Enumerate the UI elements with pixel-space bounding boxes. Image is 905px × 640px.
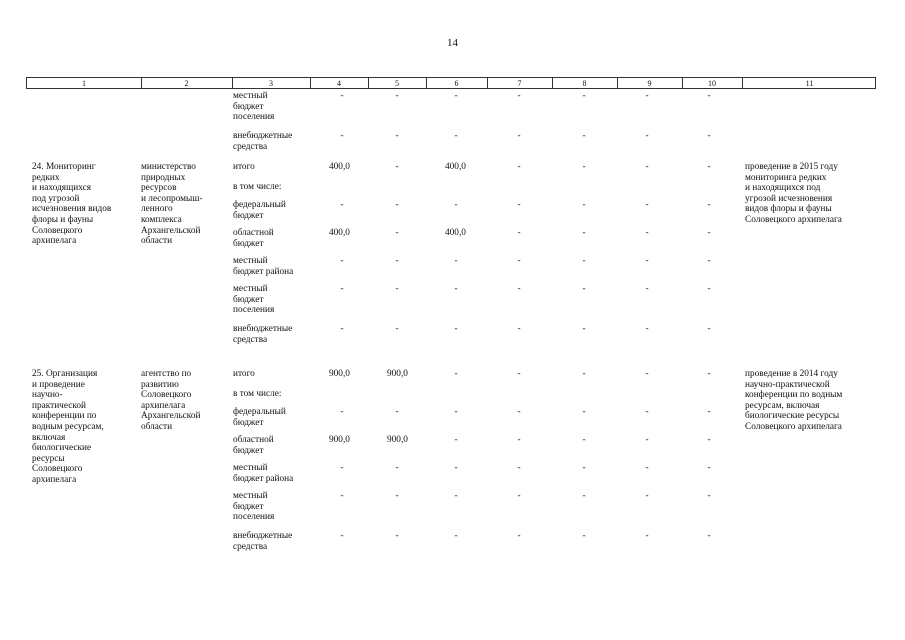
column-header: 1 — [82, 79, 86, 88]
expected-result: видов флоры и фауны — [745, 204, 832, 215]
expected-result: конференции по водным — [745, 390, 843, 401]
measure-name: водным ресурсам, — [32, 422, 104, 432]
dash-value: - — [707, 324, 711, 334]
expected-result: ресурсам, включая — [745, 400, 820, 411]
dash-value: - — [707, 369, 711, 379]
executor-name: архипелага — [141, 400, 186, 411]
dash-value: - — [395, 531, 399, 541]
dash-value: - — [454, 284, 458, 294]
measure-name: Соловецкого — [32, 225, 83, 236]
dash-value: - — [707, 435, 711, 445]
dash-value: - — [454, 369, 458, 379]
dash-value: - — [340, 131, 344, 141]
measure-name: исчезновения видов — [32, 204, 112, 215]
dash-value: - — [517, 162, 521, 172]
measure-name: биологические — [32, 443, 92, 454]
dash-value: - — [645, 228, 649, 238]
funding-source-label: внебюджетные — [233, 324, 293, 334]
measure-name: научно- — [32, 390, 63, 401]
executor-name: природных — [141, 172, 186, 183]
dash-value: - — [395, 407, 399, 417]
dash-value: - — [517, 463, 521, 473]
measure-name: практической — [32, 400, 87, 411]
dash-value: - — [645, 162, 649, 172]
dash-value: - — [517, 531, 521, 541]
column-header: 7 — [517, 79, 522, 88]
dash-value: - — [707, 200, 711, 210]
dash-value: - — [517, 407, 521, 417]
dash-value: - — [517, 284, 521, 294]
funding-source-label: поселения — [233, 305, 275, 316]
dash-value: - — [340, 91, 344, 101]
expected-result: проведение в 2014 году — [745, 369, 838, 379]
executor-name: Соловецкого — [141, 390, 192, 401]
dash-value: - — [340, 407, 344, 417]
dash-value: - — [454, 131, 458, 141]
dash-value: - — [454, 407, 458, 417]
funding-source-label: областной — [233, 435, 274, 445]
measure-name: архипелага — [32, 236, 77, 247]
funding-source-label: местный — [233, 463, 268, 473]
funding-source-label: поселения — [233, 112, 275, 123]
measure-name: флоры и фауны — [32, 215, 94, 225]
dash-value: - — [395, 284, 399, 294]
funding-source-label: итого — [233, 369, 255, 379]
dash-value: - — [454, 200, 458, 210]
funding-source-label: местный — [233, 91, 268, 101]
dash-value: - — [340, 324, 344, 334]
measure-name: Соловецкого — [32, 464, 83, 475]
dash-value: - — [645, 369, 649, 379]
dash-value: - — [582, 200, 586, 210]
expected-result: и находящихся под — [745, 183, 821, 194]
funding-source-label: средства — [233, 541, 268, 552]
expected-result: научно-практической — [745, 379, 830, 390]
dash-value: - — [645, 435, 649, 445]
dash-value: - — [454, 91, 458, 101]
dash-value: - — [707, 284, 711, 294]
amount-value: 400,0 — [329, 228, 350, 238]
dash-value: - — [395, 162, 399, 172]
funding-source-label: местный — [233, 256, 268, 266]
amount-value: 900,0 — [329, 435, 350, 445]
expected-result: мониторинга редких — [745, 172, 827, 183]
dash-value: - — [707, 407, 711, 417]
measure-name: конференции по — [32, 411, 97, 422]
expected-result: биологические ресурсы — [745, 411, 840, 422]
funding-source-label: в том числе: — [233, 182, 282, 192]
dash-value: - — [454, 324, 458, 334]
measure-name: включая — [32, 432, 66, 443]
funding-source-label: бюджет района — [233, 473, 294, 484]
column-header: 10 — [708, 79, 716, 88]
dash-value: - — [645, 463, 649, 473]
funding-source-label: средства — [233, 334, 268, 345]
funding-source-label: бюджет — [233, 501, 264, 512]
funding-source-label: бюджет — [233, 417, 264, 428]
funding-source-label: федеральный — [233, 407, 286, 417]
funding-source-label: бюджет — [233, 294, 264, 305]
dash-value: - — [707, 531, 711, 541]
dash-value: - — [340, 491, 344, 501]
dash-value: - — [582, 435, 586, 445]
funding-source-label: бюджет района — [233, 266, 294, 277]
executor-name: Архангельской — [141, 225, 201, 236]
executor-name: ленного — [141, 204, 173, 215]
amount-value: 400,0 — [329, 162, 350, 172]
dash-value: - — [395, 256, 399, 266]
amount-value: 900,0 — [329, 369, 350, 379]
dash-value: - — [340, 284, 344, 294]
funding-source-label: местный — [233, 284, 268, 294]
funding-source-label: внебюджетные — [233, 131, 293, 141]
dash-value: - — [395, 463, 399, 473]
dash-value: - — [395, 324, 399, 334]
dash-value: - — [707, 463, 711, 473]
dash-value: - — [707, 228, 711, 238]
dash-value: - — [707, 491, 711, 501]
funding-source-label: областной — [233, 228, 274, 238]
page-number: 14 — [447, 37, 458, 49]
column-header: 6 — [454, 79, 459, 88]
dash-value: - — [582, 91, 586, 101]
dash-value: - — [582, 407, 586, 417]
dash-value: - — [454, 256, 458, 266]
dash-value: - — [517, 91, 521, 101]
column-header: 5 — [395, 79, 399, 88]
executor-name: Архангельской — [141, 411, 201, 422]
funding-source-label: федеральный — [233, 200, 286, 210]
funding-source-label: внебюджетные — [233, 531, 293, 541]
dash-value: - — [454, 491, 458, 501]
funding-source-label: в том числе: — [233, 389, 282, 399]
dash-value: - — [395, 200, 399, 210]
executor-name: развитию — [141, 379, 179, 390]
executor-name: ресурсов — [141, 183, 177, 194]
dash-value: - — [645, 491, 649, 501]
measure-name: и находящихся — [32, 183, 91, 194]
funding-source-label: средства — [233, 141, 268, 152]
dash-value: - — [517, 369, 521, 379]
dash-value: - — [645, 91, 649, 101]
dash-value: - — [395, 491, 399, 501]
dash-value: - — [645, 324, 649, 334]
funding-source-label: поселения — [233, 512, 275, 523]
dash-value: - — [645, 131, 649, 141]
column-header: 2 — [184, 79, 189, 88]
dash-value: - — [454, 435, 458, 445]
funding-source-label: бюджет — [233, 210, 264, 221]
dash-value: - — [582, 324, 586, 334]
executor-name: министерство — [141, 162, 196, 172]
column-header: 4 — [337, 79, 341, 88]
dash-value: - — [645, 200, 649, 210]
dash-value: - — [395, 131, 399, 141]
dash-value: - — [454, 531, 458, 541]
measure-name: под угрозой — [32, 193, 80, 204]
dash-value: - — [582, 369, 586, 379]
table-header — [26, 77, 876, 89]
dash-value: - — [454, 463, 458, 473]
dash-value: - — [707, 91, 711, 101]
dash-value: - — [582, 463, 586, 473]
executor-name: области — [141, 422, 173, 432]
funding-source-label: бюджет — [233, 445, 264, 456]
measure-name: и проведение — [32, 379, 85, 390]
dash-value: - — [340, 531, 344, 541]
dash-value: - — [395, 91, 399, 101]
dash-value: - — [517, 256, 521, 266]
column-header: 3 — [269, 79, 273, 88]
dash-value: - — [582, 256, 586, 266]
dash-value: - — [517, 491, 521, 501]
expected-result: угрозой исчезновения — [745, 193, 833, 204]
dash-value: - — [517, 228, 521, 238]
dash-value: - — [582, 491, 586, 501]
measure-name: 25. Организация — [32, 369, 98, 379]
dash-value: - — [645, 284, 649, 294]
funding-source-label: итого — [233, 162, 255, 172]
dash-value: - — [707, 162, 711, 172]
measure-name: 24. Мониторинг — [32, 162, 96, 172]
dash-value: - — [582, 531, 586, 541]
dash-value: - — [582, 162, 586, 172]
measure-name: редких — [32, 172, 60, 183]
funding-source-label: бюджет — [233, 238, 264, 249]
measure-name: архипелага — [32, 475, 77, 485]
column-header: 9 — [647, 79, 652, 88]
dash-value: - — [582, 228, 586, 238]
column-header: 11 — [805, 79, 814, 88]
executor-name: агентство по — [141, 369, 192, 379]
executor-name: и лесопромыш- — [141, 193, 203, 204]
dash-value: - — [517, 200, 521, 210]
amount-value: 900,0 — [387, 369, 408, 379]
dash-value: - — [707, 131, 711, 141]
funding-source-label: бюджет — [233, 101, 264, 112]
dash-value: - — [582, 284, 586, 294]
dash-value: - — [340, 463, 344, 473]
executor-name: комплекса — [141, 215, 182, 225]
dash-value: - — [645, 531, 649, 541]
dash-value: - — [517, 324, 521, 334]
measure-name: ресурсы — [32, 453, 65, 464]
dash-value: - — [645, 256, 649, 266]
expected-result: проведение в 2015 году — [745, 162, 838, 172]
dash-value: - — [340, 200, 344, 210]
column-header: 8 — [582, 79, 587, 88]
amount-value: 900,0 — [387, 435, 408, 445]
executor-name: области — [141, 236, 173, 247]
dash-value: - — [395, 228, 399, 238]
dash-value: - — [645, 407, 649, 417]
dash-value: - — [517, 131, 521, 141]
dash-value: - — [517, 435, 521, 445]
expected-result: Соловецкого архипелага — [745, 422, 842, 432]
dash-value: - — [707, 256, 711, 266]
amount-value: 400,0 — [445, 228, 466, 238]
dash-value: - — [582, 131, 586, 141]
expected-result: Соловецкого архипелага — [745, 215, 842, 225]
funding-source-label: местный — [233, 491, 268, 501]
amount-value: 400,0 — [445, 162, 466, 172]
dash-value: - — [340, 256, 344, 266]
